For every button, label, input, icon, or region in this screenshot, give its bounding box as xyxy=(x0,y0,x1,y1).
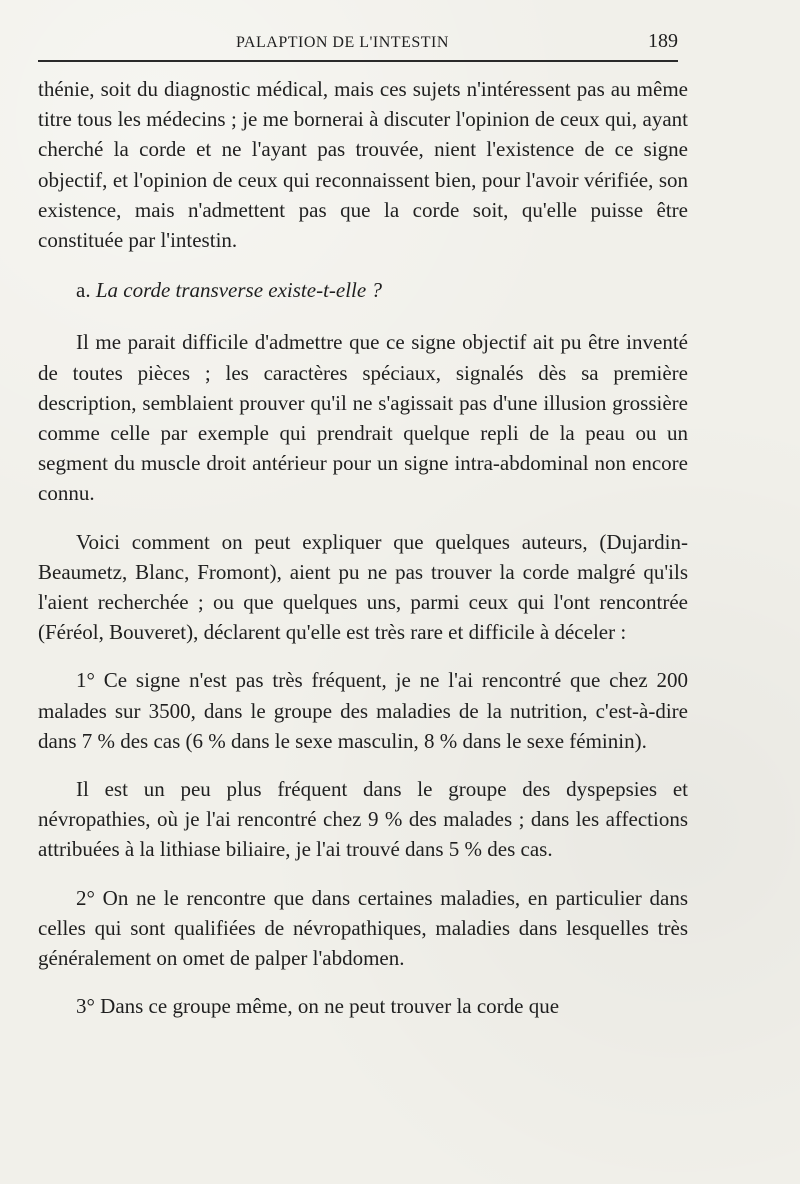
paragraph-5: Il est un peu plus fréquent dans le groupe des dyspepsies et névropathies, où je l'ai rencontré chez 9 % des malades ; dans les affections attribuées à la lithiase biliaire, je l'ai trouvé dans 5 % des cas. xyxy=(38,777,688,862)
paragraph-4: 1° Ce signe n'est pas très fréquent, je ne l'ai rencontré que chez 200 malades sur 3500, dans le groupe des maladies de la nutrition, c'est-à-dire dans 7 % des cas (6 % dans le sexe masculin, 8 % dans le sexe féminin). xyxy=(38,668,688,753)
header-rule xyxy=(38,60,678,62)
page-number: 189 xyxy=(648,30,678,52)
paragraph-7: 3° Dans ce groupe même, on ne peut trouver la corde que xyxy=(76,994,560,1019)
paragraph-1: thénie, soit du diagnostic médical, mais ces sujets n'intéressent pas au même titre tous les médecins ; je me bornerai à discuter l'opinion de ceux qui, ayant cherché la corde et ne l'ayant pas trouvée, nient l'existence de ce signe objectif, et l'opinion de ceux qui reconnaissent bien, pour l'avoir vérifiée, son existence, mais n'admettent pas que la corde soit, qu'elle puisse être constituée par l'intestin. xyxy=(38,77,688,253)
section-a-title: La corde transverse existe-t-elle ? xyxy=(95,278,382,303)
running-head xyxy=(38,28,678,62)
section-heading-a xyxy=(38,275,688,305)
paragraph-2: Il me parait difficile d'admettre que ce signe objectif ait pu être inventé de toutes pièces ; les caractères spéciaux, signalés dès sa première description, semblaient prouver qu'il ne s'agissait pas d'une illusion grossière comme celle par exemple qui prendrait quelque repli de la peau ou un segment du muscle droit antérieur pour un signe intra-abdominal non encore connu. xyxy=(38,330,688,506)
page-body xyxy=(38,74,688,1039)
paragraph-6: 2° On ne le rencontre que dans certaines maladies, en particulier dans celles qui sont qualifiées de névropathiques, maladies dans lesquelles très généralement on omet de palper l'abdomen. xyxy=(38,885,688,971)
running-title: PALAPTION DE L'INTESTIN xyxy=(236,34,449,51)
paragraph-3: Voici comment on peut expliquer que quelques auteurs, (Dujardin-Beaumetz, Blanc, Fromont), aient pu ne pas trouver la corde malgré qu'ils l'aient recherchée ; ou que quelques uns, parmi ceux qui l'ont rencontrée (Féréol, Bouveret), déclarent qu'elle est très rare et difficile à déceler : xyxy=(38,529,688,645)
section-a-prefix: a. xyxy=(76,278,91,303)
